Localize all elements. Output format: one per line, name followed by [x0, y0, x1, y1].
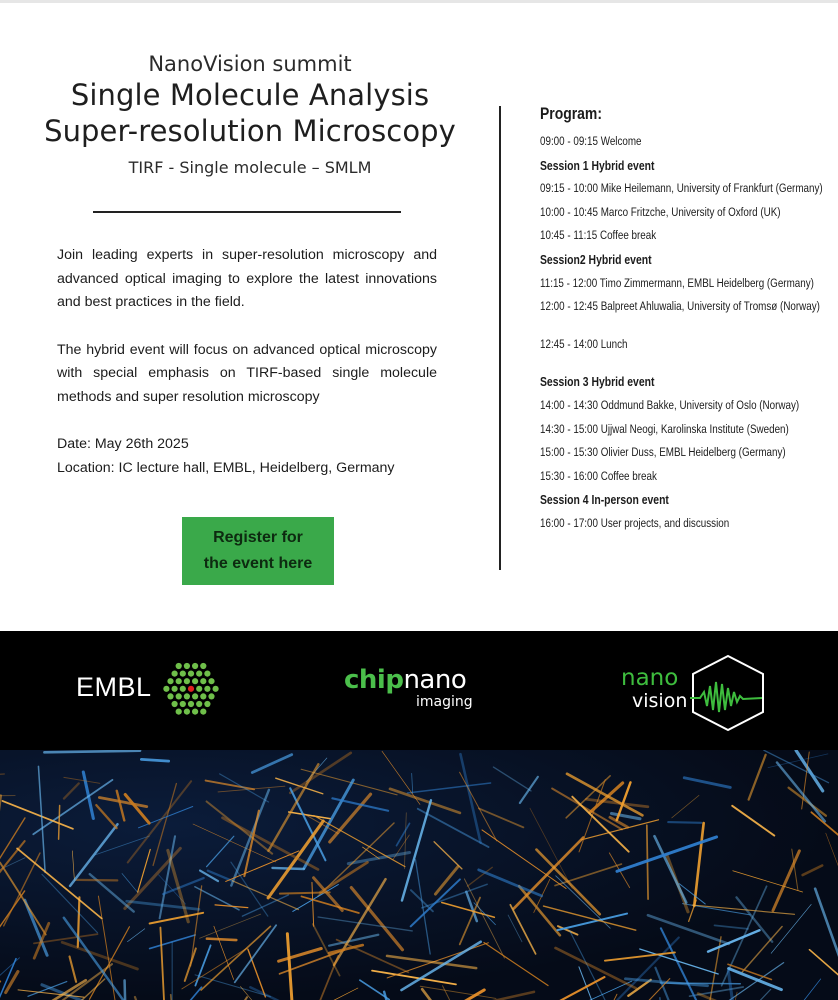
focus-paragraph: The hybrid event will focus on advanced optical microscopy with special emphasis on TIRF-based single molecule methods and super resolution microscopy [57, 341, 437, 405]
chipnano-logo-part1: chip [344, 665, 404, 695]
program [540, 104, 830, 536]
register-label-line-2: the event here [203, 555, 313, 572]
title-line-2: Super-resolution Microscopy [44, 114, 456, 148]
program-row: 15:30 - 16:00 Coffee break [540, 468, 657, 483]
event-name: NanoVision summit [148, 52, 352, 76]
register-button[interactable] [182, 517, 334, 585]
top-border [0, 0, 838, 3]
program-heading: Program: [540, 104, 602, 123]
session-heading: Session2 Hybrid event [540, 251, 652, 267]
register-label-line-1: Register for [213, 529, 303, 546]
nanovision-logo-vision: vision [632, 690, 688, 712]
program-row: 12:00 - 12:45 Balpreet Ahluwalia, University of Tromsø (Norway) [540, 299, 820, 314]
intro-paragraph: Join leading experts in super-resolution microscopy and advanced optical imaging to explore the latest innovations and best practices in the field. [57, 247, 437, 310]
program-row: 11:15 - 12:00 Timo Zimmermann, EMBL Heidelberg (Germany) [540, 275, 814, 290]
session-heading: Session 3 Hybrid event [540, 374, 655, 390]
subtitle: TIRF - Single molecule – SMLM [128, 158, 372, 177]
program-row: 09:15 - 10:00 Mike Heilemann, University of Frankfurt (Germany) [540, 181, 823, 196]
chipnano-logo-sub: imaging [416, 694, 473, 710]
program-row: 16:00 - 17:00 User projects, and discussion [540, 515, 730, 530]
program-row: 12:45 - 14:00 Lunch [540, 336, 628, 351]
chipnano-logo [344, 665, 466, 695]
program-row: 14:30 - 15:00 Ujjwal Neogi, Karolinska Institute (Sweden) [540, 421, 789, 436]
microscopy-image-graphic [0, 750, 838, 1000]
description [57, 244, 437, 480]
column-divider [499, 106, 501, 570]
program-row: 15:00 - 15:30 Olivier Duss, EMBL Heidelberg (Germany) [540, 445, 786, 460]
embl-hexagon-icon [160, 658, 222, 722]
header-divider [93, 211, 401, 213]
program-row: 09:00 - 09:15 Welcome [540, 134, 642, 148]
microscopy-image [0, 750, 838, 1000]
session-heading: Session 4 In-person event [540, 492, 669, 508]
event-location: Location: IC lecture hall, EMBL, Heidelberg, Germany [57, 459, 395, 476]
title-line-1: Single Molecule Analysis [70, 78, 430, 112]
program-row: 14:00 - 14:30 Oddmund Bakke, University of Oslo (Norway) [540, 397, 800, 412]
program-row: 10:45 - 11:15 Coffee break [540, 228, 657, 243]
event-date: Date: May 26th 2025 [57, 436, 189, 452]
chipnano-logo-part2: nano [403, 665, 467, 695]
header [40, 50, 460, 177]
session-heading: Session 1 Hybrid event [540, 157, 655, 173]
embl-logo-text: EMBL [76, 672, 152, 702]
nanovision-hexagon-wave-icon [690, 654, 766, 732]
program-row: 10:00 - 10:45 Marco Fritzche, University of Oxford (UK) [540, 204, 781, 219]
nanovision-logo-nano: nano [621, 665, 679, 691]
